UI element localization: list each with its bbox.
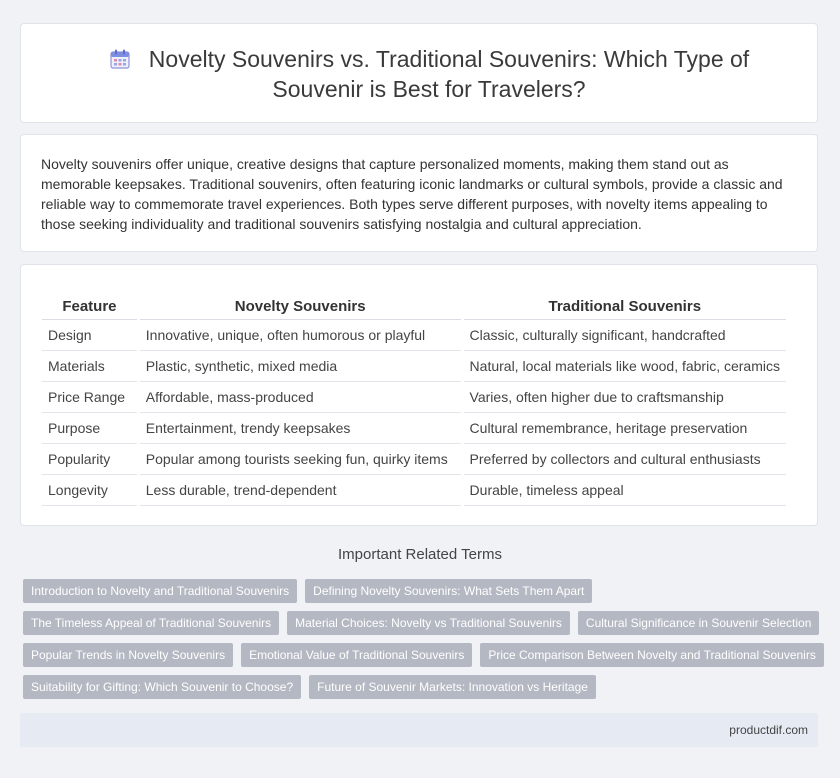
header-novelty: Novelty Souvenirs xyxy=(140,297,461,320)
table-row xyxy=(42,413,786,444)
related-term-tag[interactable]: Cultural Significance in Souvenir Selection xyxy=(578,611,819,635)
page-title-wrap xyxy=(81,44,777,104)
intro-paragraph: Novelty souvenirs offer unique, creative designs that capture personalized moments, making them stand out as memorable keepsakes. Traditional souvenirs, often featuring iconic landmarks or cultural symbols, provide a classic and reliable way to commemorate travel experiences. Both types serve different purposes, with novelty items appealing to those seeking individuality and traditional souvenirs satisfying nostalgia and cultural appreciation. xyxy=(41,156,783,232)
table-row xyxy=(42,444,786,475)
traditional-cell: Cultural remembrance, heritage preservation xyxy=(464,413,786,444)
traditional-cell: Preferred by collectors and cultural enthusiasts xyxy=(464,444,786,475)
feature-cell: Purpose xyxy=(42,413,137,444)
related-term-tag[interactable]: Introduction to Novelty and Traditional Souvenirs xyxy=(23,579,297,603)
page-title: Novelty Souvenirs vs. Traditional Souvenirs: Which Type of Souvenir is Best for Travelers? xyxy=(148,46,750,102)
table-row xyxy=(42,475,786,506)
header-card xyxy=(20,23,818,123)
traditional-cell: Durable, timeless appeal xyxy=(464,475,786,506)
related-terms-list xyxy=(23,579,823,707)
calendar-icon xyxy=(109,47,131,69)
related-term-tag[interactable]: Emotional Value of Traditional Souvenirs xyxy=(241,643,472,667)
related-term-tag[interactable]: Suitability for Gifting: Which Souvenir to Choose? xyxy=(23,675,301,699)
table-header-row xyxy=(42,297,786,320)
traditional-cell: Classic, culturally significant, handcrafted xyxy=(464,320,786,351)
feature-cell: Popularity xyxy=(42,444,137,475)
related-term-tag[interactable]: Material Choices: Novelty vs Traditional Souvenirs xyxy=(287,611,570,635)
novelty-cell: Plastic, synthetic, mixed media xyxy=(140,351,461,382)
related-term-tag[interactable]: Price Comparison Between Novelty and Traditional Souvenirs xyxy=(480,643,824,667)
tag-row xyxy=(23,579,823,603)
related-terms-title: Important Related Terms xyxy=(338,546,502,563)
header-feature: Feature xyxy=(42,297,137,320)
feature-cell: Materials xyxy=(42,351,137,382)
traditional-cell: Natural, local materials like wood, fabric, ceramics xyxy=(464,351,786,382)
comparison-card xyxy=(20,264,818,526)
table-row xyxy=(42,382,786,413)
tag-row xyxy=(23,643,823,667)
table-row xyxy=(42,351,786,382)
feature-cell: Longevity xyxy=(42,475,137,506)
feature-cell: Design xyxy=(42,320,137,351)
novelty-cell: Less durable, trend-dependent xyxy=(140,475,461,506)
footer xyxy=(20,713,818,747)
novelty-cell: Popular among tourists seeking fun, quirky items xyxy=(140,444,461,475)
tag-row xyxy=(23,611,823,635)
intro-card xyxy=(20,134,818,252)
related-term-tag[interactable]: The Timeless Appeal of Traditional Souvenirs xyxy=(23,611,279,635)
novelty-cell: Innovative, unique, often humorous or playful xyxy=(140,320,461,351)
novelty-cell: Affordable, mass-produced xyxy=(140,382,461,413)
related-term-tag[interactable]: Popular Trends in Novelty Souvenirs xyxy=(23,643,233,667)
feature-cell: Price Range xyxy=(42,382,137,413)
related-term-tag[interactable]: Future of Souvenir Markets: Innovation vs Heritage xyxy=(309,675,596,699)
table-row xyxy=(42,320,786,351)
traditional-cell: Varies, often higher due to craftsmanship xyxy=(464,382,786,413)
tag-row xyxy=(23,675,823,699)
related-term-tag[interactable]: Defining Novelty Souvenirs: What Sets Them Apart xyxy=(305,579,592,603)
novelty-cell: Entertainment, trendy keepsakes xyxy=(140,413,461,444)
header-traditional: Traditional Souvenirs xyxy=(464,297,786,320)
footer-site: productdif.com xyxy=(729,723,808,737)
comparison-table xyxy=(42,297,786,506)
